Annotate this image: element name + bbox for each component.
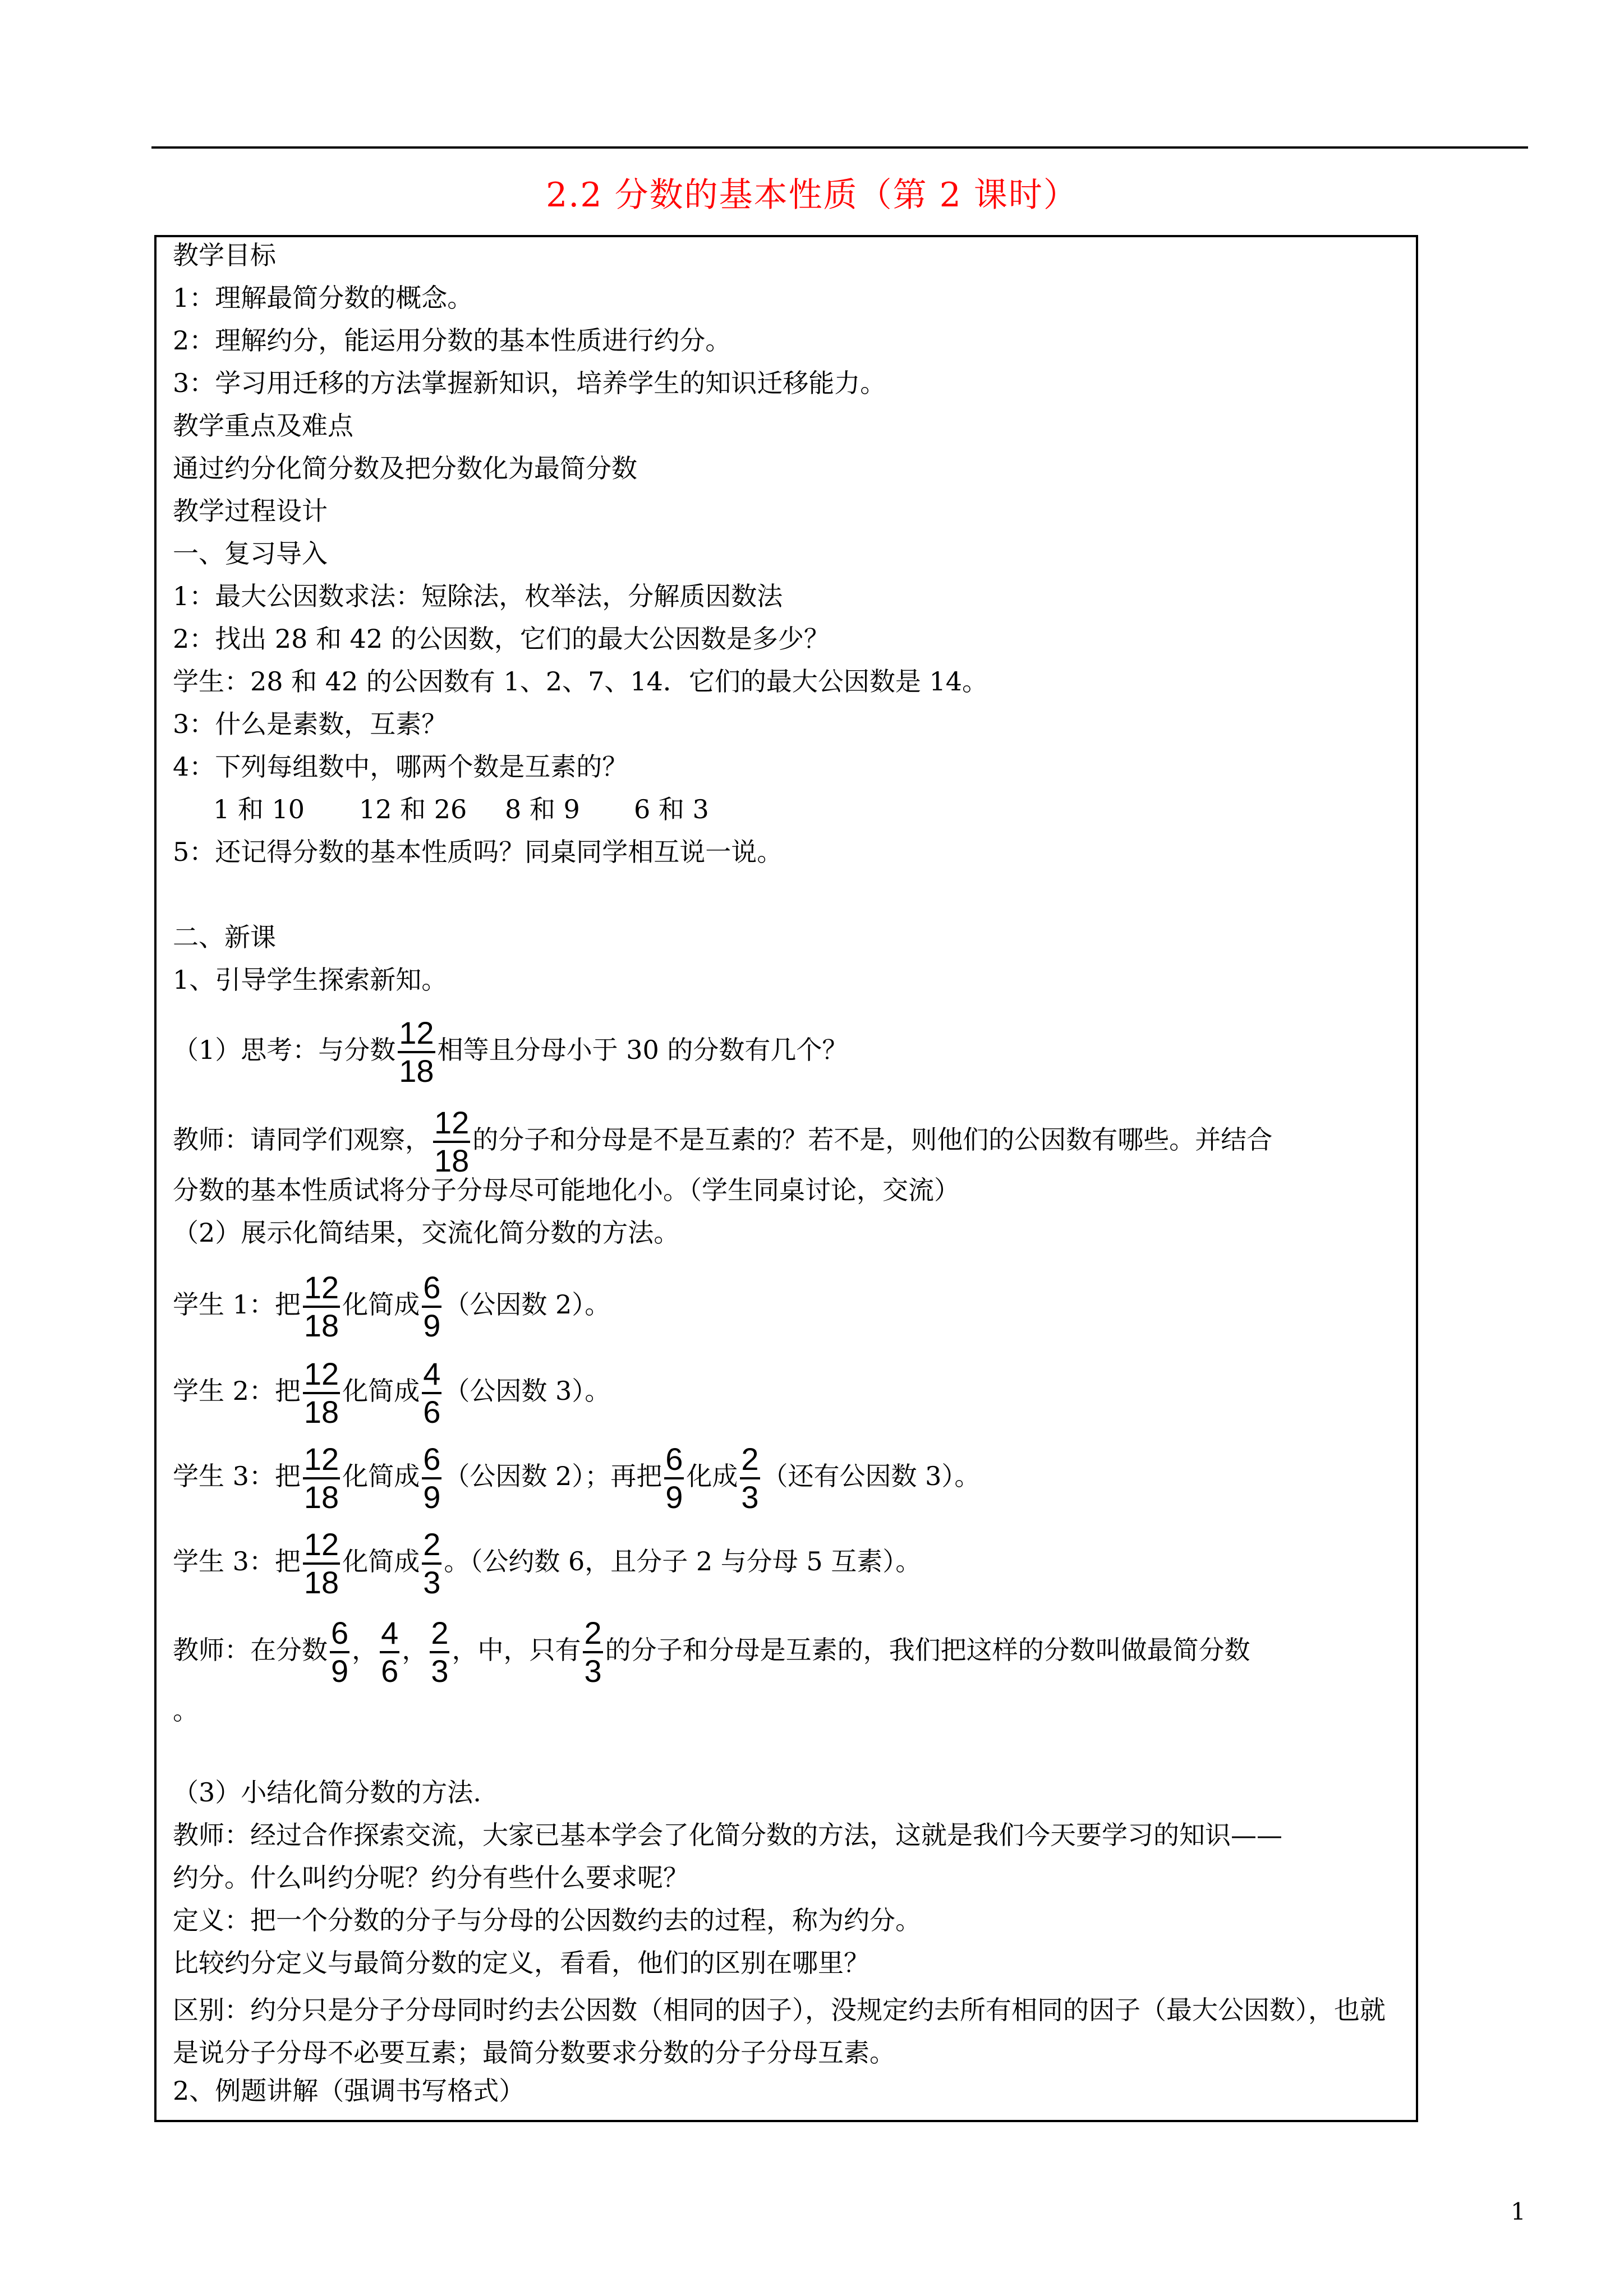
student-2-result: 学生 2：把 $\frac{12}{18}$ 化简成 $\frac{4}{6}$ （公因数 3）。	[173, 1356, 611, 1430]
definition: 定义：把一个分数的分子与分母的公因数约去的过程，称为约分。	[173, 1905, 921, 1935]
number-pair: 6 和 3	[634, 794, 709, 824]
teacher-prompt-cont: 分数的基本性质试将分子分母尽可能地化小。（学生同桌讨论，交流）	[173, 1175, 960, 1205]
teacher-simplest-fraction-end: 。	[173, 1695, 199, 1726]
student-answer: 学生：28 和 42 的公因数有 1、2、7、14．它们的最大公因数是 14。	[173, 666, 988, 697]
review-question: 4：下列每组数中，哪两个数是互素的？	[173, 751, 628, 782]
difference: 区别：约分只是分子分母同时约去公因数（相同的因子），没规定约去所有相同的因子（最大公因数），也就是说分子分母不必要互素；最简分数要求分数的分子分母互素。	[173, 1995, 1386, 2068]
fraction-12-18: $\frac{12}{18}$	[303, 1270, 339, 1343]
fraction-12-18: $\frac{12}{18}$	[434, 1105, 470, 1178]
header-rule	[151, 146, 1528, 149]
fraction-12-18: $\frac{12}{18}$	[399, 1015, 434, 1089]
process-heading: 教学过程设计	[173, 496, 328, 526]
page-number: 1	[1511, 2198, 1526, 2225]
objective-item: 3：学习用迁移的方法掌握新知识，培养学生的知识迁移能力。	[173, 368, 886, 398]
show-results: （2）展示化简结果，交流化简分数的方法。	[173, 1218, 680, 1248]
think-question: （1）思考：与分数 $\frac{12}{18}$ 相等且分母小于 30 的分数有几个？	[173, 1015, 848, 1089]
objectives-heading: 教学目标	[173, 240, 276, 270]
step-heading: 1、引导学生探索新知。	[173, 965, 448, 995]
new-lesson-heading: 二、新课	[173, 922, 276, 952]
fraction-6-9: $\frac{6}{9}$	[423, 1270, 441, 1343]
review-heading: 一、复习导入	[173, 538, 328, 569]
fraction-2-3: $\frac{2}{3}$	[741, 1441, 759, 1515]
page-title: 2.2 分数的基本性质（第 2 课时）	[546, 176, 1078, 215]
key-points-heading: 教学重点及难点	[173, 411, 353, 441]
objective-item: 1：理解最简分数的概念。	[173, 283, 473, 313]
fraction-2-3: $\frac{2}{3}$	[431, 1615, 449, 1689]
fraction-12-18: $\frac{12}{18}$	[303, 1356, 339, 1430]
number-pair: 12 和 26	[359, 794, 467, 824]
step-heading: 2、例题讲解（强调书写格式）	[173, 2076, 525, 2106]
number-pair: 1 和 10	[213, 794, 305, 824]
fraction-2-3: $\frac{2}{3}$	[584, 1615, 602, 1689]
teacher-summary: 教师：经过合作探索交流，大家已基本学会了化简分数的方法，这就是我们今天要学习的知识——	[173, 1820, 1282, 1850]
teacher-prompt: 教师：请同学们观察， $\frac{12}{18}$ 的分子和分母是不是互素的？若不是，则他们的公因数有哪些。并结合	[173, 1105, 1273, 1178]
student-3-result: 学生 3：把 $\frac{12}{18}$ 化简成 $\frac{6}{9}$ （公因数 2）；再把 $\frac{6}{9}$ 化成 $\frac{2}{3}$ （还有公因数 3）。	[173, 1441, 981, 1515]
fraction-2-3: $\frac{2}{3}$	[423, 1527, 441, 1600]
fraction-12-18: $\frac{12}{18}$	[303, 1527, 339, 1600]
number-pairs	[213, 792, 709, 826]
fraction-6-9: $\frac{6}{9}$	[665, 1441, 683, 1515]
teacher-simplest-fraction: 教师：在分数 $\frac{6}{9}$ ， $\frac{4}{6}$ ， $\frac{2}{3}$ ，中，只有 $\frac{2}{3}$ 的分子和分母是互素的，我们把这样的分数叫做最简分数	[173, 1615, 1250, 1689]
student-4-result: 学生 3：把 $\frac{12}{18}$ 化简成 $\frac{2}{3}$ 。（公约数 6，且分子 2 与分母 5 互素）。	[173, 1527, 922, 1600]
student-1-result: 学生 1：把 $\frac{12}{18}$ 化简成 $\frac{6}{9}$ （公因数 2）。	[173, 1270, 611, 1343]
fraction-6-9: $\frac{6}{9}$	[423, 1441, 441, 1515]
review-question: 2：找出 28 和 42 的公因数，它们的最大公因数是多少？	[173, 624, 830, 654]
compare-question: 比较约分定义与最简分数的定义，看看，他们的区别在哪里？	[173, 1948, 869, 1978]
review-question: 5：还记得分数的基本性质吗？同桌同学相互说一说。	[173, 837, 783, 867]
key-points-text: 通过约分化简分数及把分数化为最简分数	[173, 453, 637, 483]
teacher-summary-cont: 约分。什么叫约分呢？约分有些什么要求呢？	[173, 1862, 689, 1893]
fraction-6-9: $\frac{6}{9}$	[331, 1615, 349, 1689]
fraction-4-6: $\frac{4}{6}$	[381, 1615, 399, 1689]
review-question: 3：什么是素数，互素？	[173, 709, 448, 739]
number-pair: 8 和 9	[505, 794, 580, 824]
review-question: 1：最大公因数求法：短除法，枚举法，分解质因数法	[173, 581, 783, 611]
summary-heading: （3）小结化简分数的方法.	[173, 1777, 481, 1808]
fraction-12-18: $\frac{12}{18}$	[303, 1441, 339, 1515]
fraction-4-6: $\frac{4}{6}$	[423, 1356, 441, 1430]
objective-item: 2：理解约分，能运用分数的基本性质进行约分。	[173, 325, 732, 356]
